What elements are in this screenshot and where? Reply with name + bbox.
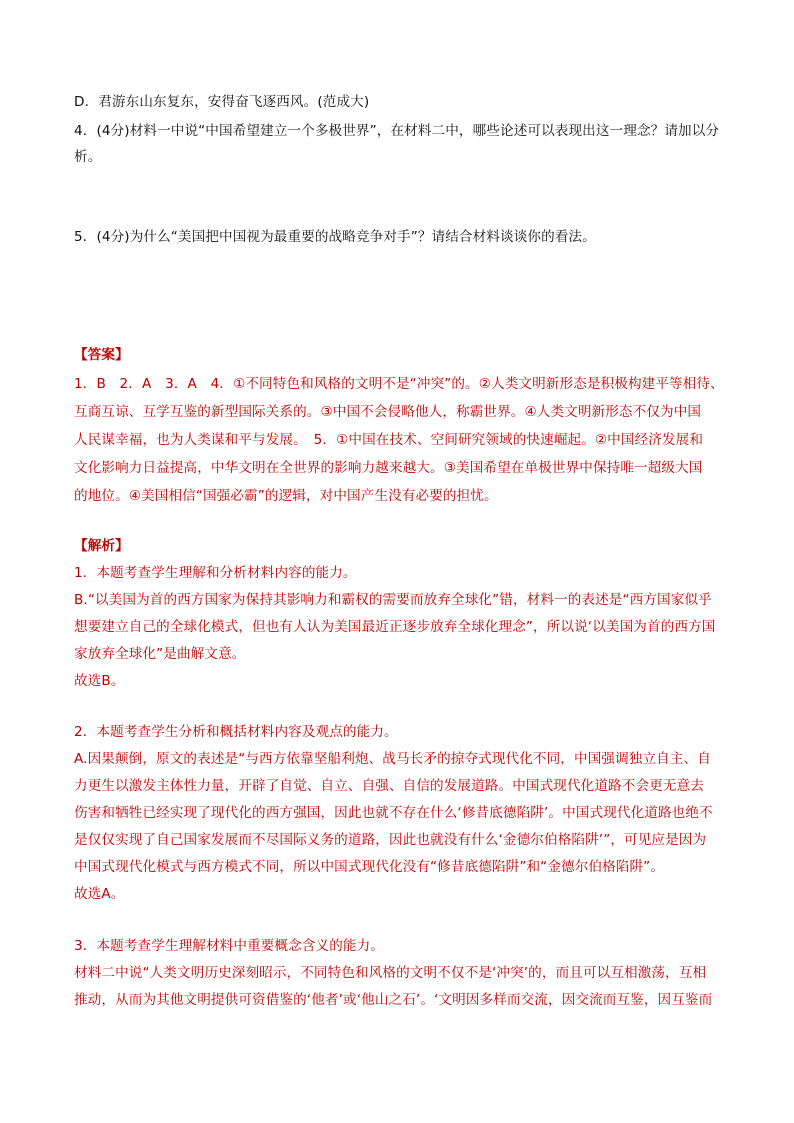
analysis-p1-line: 家放弃全球化”是曲解文意。 — [74, 646, 246, 662]
answer-line: 文化影响力日益提高，中华文明在全世界的影响力越来越大。③美国希望在单极世界中保持唯一超级大国 — [74, 460, 703, 476]
analysis-p2-line: 中国式现代化模式与西方模式不同，所以中国式现代化没有“修昔底德陷阱”和“金德尔伯格陷阱”。 — [74, 859, 665, 875]
answer-line: 人民谋幸福，也为人类谋和平与发展。 5．①中国在技术、空间研究领域的快速崛起。②中国经济发展和 — [74, 432, 704, 448]
answer-line: 互商互谅、互学互鉴的新型国际关系的。③中国不会侵略他人，称霸世界。④人类文明新形态不仅为中国 — [74, 404, 702, 420]
analysis-p3-line: 3．本题考查学生理解材料中重要概念含义的能力。 — [74, 938, 385, 954]
analysis-p3-line: 材料二中说“人类文明历史深刻昭示，不同特色和风格的文明不仅不是‘冲突’的，而且可以互相激荡，互相 — [74, 965, 707, 981]
question-4-line-2: 析。 — [74, 149, 102, 165]
analysis-p1-line: B.“以美国为首的西方国家为保持其影响力和霸权的需要而放弃全球化”错，材料一的表述是“西方国家似乎 — [74, 592, 712, 608]
analysis-p1-line: 想要建立自己的全球化模式，但也有人认为美国最近正逐步放弃全球化理念”，所以说‘以美国为首的西方国 — [74, 619, 716, 635]
analysis-p2-line: 伤害和牺牲已经实现了现代化的西方强国，因此也就不存在什么‘修昔底德陷阱’。中国式现代化道路也绝不 — [74, 805, 713, 821]
answer-line: 1．B 2．A 3．A 4．①不同特色和风格的文明不是“冲突”的。②人类文明新形态是积极构建平等相待、 — [74, 376, 724, 392]
question-4-line-1: 4．(4分)材料一中说“中国希望建立一个多极世界”，在材料二中，哪些论述可以表现出这一理念？请加以分 — [74, 123, 720, 139]
analysis-p2-line: 2．本题考查学生分析和概括材料内容及观点的能力。 — [74, 724, 398, 740]
analysis-p2-line: 故选A。 — [74, 886, 125, 902]
option-d-line: D．君游东山东复东，安得奋飞逐西风。(范成大) — [74, 94, 370, 110]
analysis-p2-line: 力更生以激发主体性力量，开辟了自觉、自立、自强、自信的发展道路。中国式现代化道路不会更无意去 — [74, 778, 704, 794]
analysis-p1-line: 故选B。 — [74, 673, 125, 689]
analysis-heading: 【解析】 — [74, 538, 129, 554]
analysis-p2-line: A.因果颠倒，原文的表述是“与西方依靠坚船利炮、战马长矛的掠夺式现代化不同，中国强调独立自主、自 — [74, 751, 711, 767]
analysis-p3-line: 推动，从而为其他文明提供可资借鉴的‘他者’或‘他山之石’。‘文明因多样而交流，因交流而互鉴，因互鉴而 — [74, 992, 713, 1008]
answer-line: 的地位。④美国相信“国强必霸”的逻辑，对中国产生没有必要的担忧。 — [74, 488, 498, 504]
analysis-p1-line: 1．本题考查学生理解和分析材料内容的能力。 — [74, 565, 357, 581]
analysis-p2-line: 是仅仅实现了自己国家发展而不尽国际义务的道路，因此也就没有什么‘金德尔伯格陷阱’”，可见应是因为 — [74, 832, 707, 848]
question-5-line-1: 5．(4分)为什么“美国把中国视为最重要的战略竞争对手”？请结合材料谈谈你的看法。 — [74, 229, 596, 245]
answer-heading: 【答案】 — [74, 347, 129, 363]
